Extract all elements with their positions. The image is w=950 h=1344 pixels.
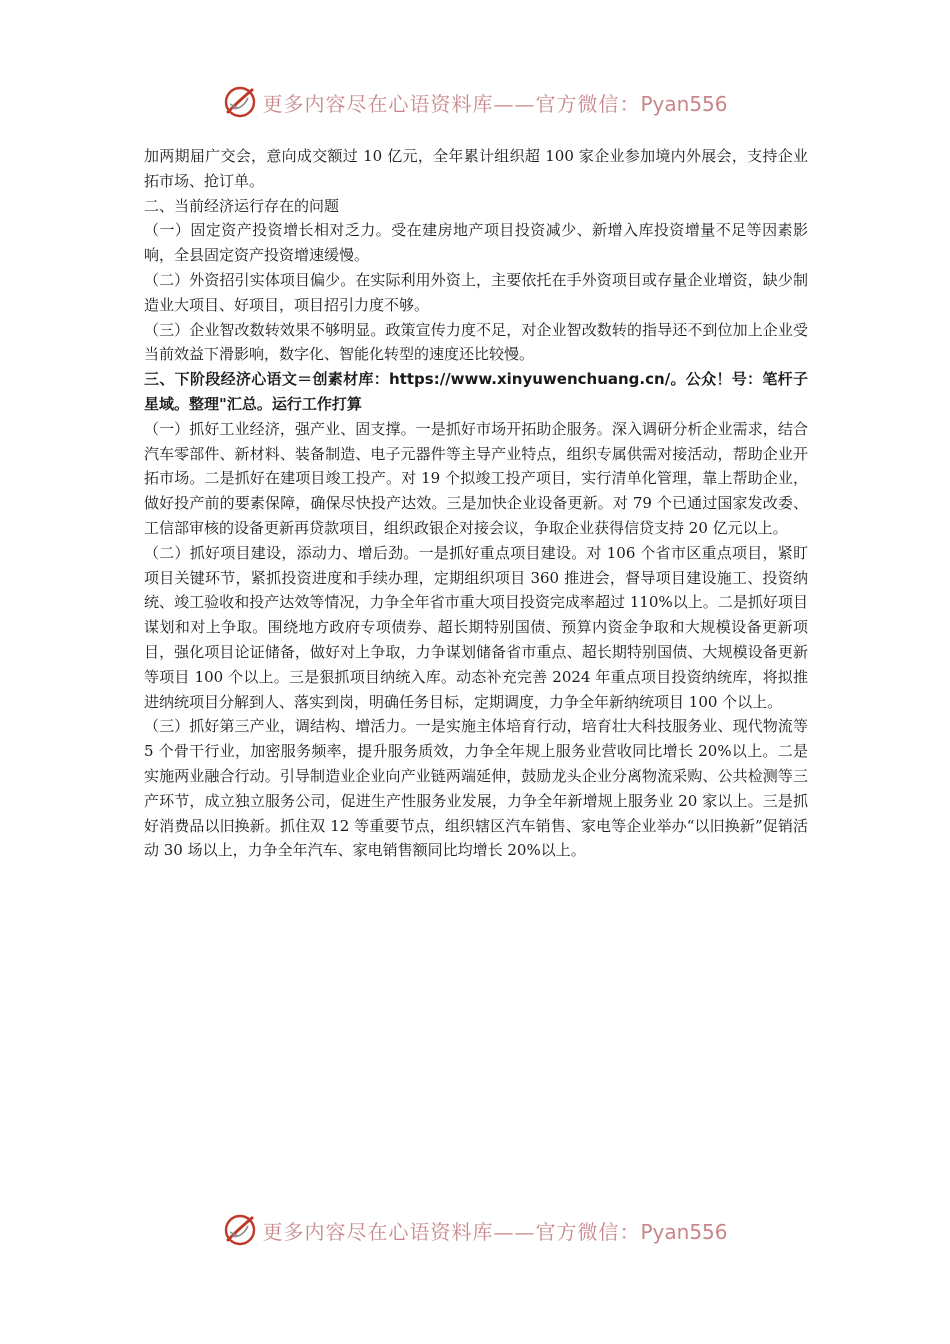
paragraph: （三）抓好第三产业，调结构、增活力。一是实施主体培育行动，培育壮大科技服务业、现代物流等 5 个骨干行业，加密服务频率，提升服务质效，力争全年规上服务业营收同比增长 20%以上。二是实施两业融合行动。引导制造业企业向产业链两端延伸，鼓励龙头企业分离物流采购、公共检测等三产环节，成立独立服务公司，促进生产性服务业发展，力争全年新增规上服务业 20 家以上。三是抓好消费品以旧换新。抓住双 12 等重要节点，组织辖区汽车销售、家电等企业举办“以旧换新”促销活动 30 场以上，力争全年汽车、家电销售额同比均增长 20%以上。 (144, 717, 808, 860)
paragraph: （三）企业智改数转效果不够明显。政策宣传力度不足，对企业智改数转的指导还不到位加上企业受当前效益下滑影响，数字化、智能化转型的速度还比较慢。 (144, 320, 808, 364)
watermark-group (222, 84, 727, 120)
paragraph: （一）抓好工业经济，强产业、固支撑。一是抓好市场开拓助企服务。深入调研分析企业需求，结合汽车零部件、新材料、装备制造、电子元器件等主导产业特点，组织专属供需对接活动，帮助企业开拓市场。二是抓好在建项目竣工投产。对 19 个拟竣工投产项目，实行清单化管理，靠上帮助企业，做好投产前的要素保障，确保尽快投产达效。三是加快企业设备更新。对 79 个已通过国家发改委、工信部审核的设备更新再贷款项目，组织政银企对接会议，争取企业获得信贷支持 20 亿元以上。 (144, 419, 808, 537)
watermark-group (222, 1212, 727, 1248)
watermark-text (262, 88, 727, 117)
paragraph: （一）固定资产投资增长相对乏力。受在建房地产项目投资减少、新增入库投资增量不足等因素影响，全县固定资产投资增速缓慢。 (144, 221, 808, 265)
watermark-text (262, 1216, 727, 1245)
paragraph: （二）抓好项目建设，添动力、增后劲。一是抓好重点项目建设。对 106 个省市区重点项目，紧盯项目关键环节，紧抓投资进度和手续办理，定期组织项目 360 推进会，督导项目建设施工、投资纳统、竣工验收和投产达效等情况，力争全年省市重大项目投资完成率超过 110%以上。二是抓好项目谋划和对上争取。围绕地方政府专项债券、超长期特别国债、预算内资金争取和大规模设备更新项目，强化项目论证储备，做好对上争取，力争谋划储备省市重点、超长期特别国债、大规模设备更新等项目 100 个以上。三是狠抓项目纳统入库。动态补充完善 2024 年重点项目投资纳统库，将拟推进纳统项目分解到人、落实到岗，明确任务目标，定期调度，力争全年新纳统项目 100 个以上。 (144, 543, 808, 711)
document-body (144, 144, 808, 863)
section-heading: 二、当前经济运行存在的问题 (144, 196, 340, 215)
watermark-wechat-id: Pyan556 (640, 91, 728, 116)
watermark-main-text: 更多内容尽在心语资料库——官方微信： (262, 91, 641, 116)
watermark-banner-bottom (0, 1210, 950, 1250)
pen-circle-icon (222, 84, 258, 120)
paragraph: 加两期届广交会，意向成交额过 10 亿元，全年累计组织超 100 家企业参加境内外展会，支持企业拓市场、抢订单。 (144, 147, 808, 190)
watermark-banner-top (0, 82, 950, 122)
pen-circle-icon (222, 1212, 258, 1248)
section-heading-bold: 三、下阶段经济心语文＝创素材库：https://www.xinyuwenchuang.cn/。公众！号：笔杆子星域。整理"汇总。运行工作打算 (144, 370, 808, 413)
watermark-wechat-id: Pyan556 (640, 1219, 728, 1244)
paragraph: （二）外资招引实体项目偏少。在实际利用外资上，主要依托在手外资项目或存量企业增资，缺少制造业大项目、好项目，项目招引力度不够。 (144, 270, 808, 314)
watermark-main-text: 更多内容尽在心语资料库——官方微信： (262, 1219, 641, 1244)
